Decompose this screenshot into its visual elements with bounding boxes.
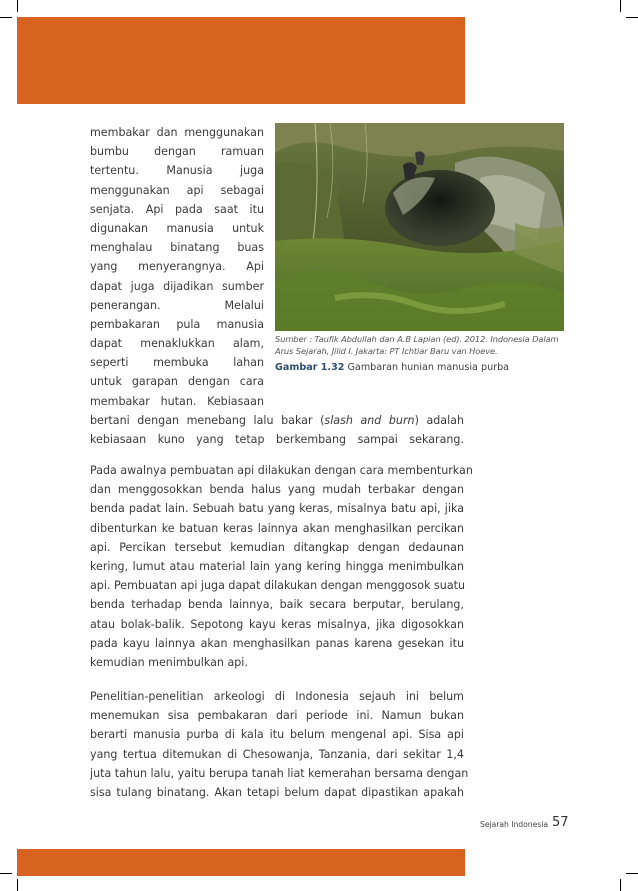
text-line: membakar hutan. Kebiasaan <box>90 394 264 408</box>
text-line: dibenturkan ke batuan keras lainnya akan menghasilkan percikan <box>90 521 464 535</box>
text-line: Penelitian-penelitian arkeologi di Indonesia sejauh ini belum <box>90 690 464 703</box>
paragraph-1 <box>90 411 464 449</box>
text-line: kemudian menimbulkan api. <box>90 655 248 669</box>
text-line: bumbu dengan ramuan <box>90 145 264 159</box>
crop-mark-bottom-right-h <box>626 873 638 874</box>
italic-term: slash and burn <box>324 414 415 427</box>
figure-caption <box>275 361 565 374</box>
crop-mark-bottom-left-v <box>17 879 18 891</box>
text-line: api. Percikan tersebut kemudian ditangkap dengan dedaunan <box>90 540 464 554</box>
text-line: untuk garapan dengan cara <box>90 375 264 389</box>
text-line: membakar dan menggunakan <box>90 126 264 139</box>
text-line: menghalau binatang buas <box>90 241 264 255</box>
text-line: dapat menaklukkan alam, <box>90 337 264 351</box>
text-line: dapat juga dijadikan sumber <box>90 279 264 293</box>
crop-mark-bottom-right-v <box>620 879 621 891</box>
crop-mark-top-left-h <box>0 17 12 18</box>
figure-source-caption: Sumber : Taufik Abdullah dan A.B Lapian (ed). 2012. Indonesia Dalam Arus Sejarah, Jilid I. Jakarta: PT Ichtiar Baru van Hoeve. <box>275 334 559 356</box>
text-line: berarti manusia purba di kala itu belum mengenal api. Sisa api <box>90 728 464 742</box>
text-line: juta tahun lalu, yaitu berupa tanah liat kemerahan bersama dengan <box>90 766 469 780</box>
text-line: penerangan. Melalui <box>90 298 264 312</box>
text-line: digunakan manusia untuk <box>90 221 264 235</box>
text-line: bertani dengan menebang lalu bakar (slash and burn) adalah <box>90 414 465 427</box>
crop-mark-top-right-v <box>620 0 621 12</box>
text-line: pada kayu lainnya akan menghasilkan panas karena gesekan itu <box>90 636 464 650</box>
figure-title: Gambaran hunian manusia purba <box>347 362 510 373</box>
text-line: Pada awalnya pembuatan api dilakukan dengan cara membenturkan <box>90 464 473 477</box>
text-line: kering, lumut atau material lain yang kering hingga menimbulkan <box>90 559 464 573</box>
text-line: seperti membuka lahan <box>90 356 264 370</box>
paragraph-3 <box>90 687 469 802</box>
crop-mark-top-left-v <box>17 0 18 12</box>
cave-dwelling-photo <box>275 123 564 331</box>
figure-number: Gambar 1.32 <box>275 362 345 373</box>
text-line: menemukan sisa pembakaran dari periode ini. Namun bukan <box>90 709 464 723</box>
paragraph-2 <box>90 461 473 672</box>
text-line: atau bolak-balik. Sepotong kayu keras misalnya, jika digosokkan <box>90 617 464 631</box>
text-line: sisa tulang binatang. Akan tetapi belum dapat dipastikan apakah <box>90 785 464 799</box>
crop-mark-top-right-h <box>626 17 638 18</box>
narrow-text-column <box>90 123 264 411</box>
text-line: yang tertua ditemukan di Chesowanja, Tanzania, dari sekitar 1,4 <box>90 747 464 761</box>
footer-accent-band <box>17 849 465 876</box>
text-line: senjata. Api pada saat itu <box>90 202 264 216</box>
text-line: tertentu. Manusia juga <box>90 164 264 178</box>
text-line: benda padat lain. Sebuah batu yang keras, misalnya batu api, jika <box>90 502 464 516</box>
text-line: dan menggosokkan benda halus yang mudah terbakar dengan <box>90 483 464 497</box>
footer-book-title: Sejarah Indonesia <box>480 820 548 829</box>
header-accent-band <box>17 17 465 104</box>
text-line: api. Pembuatan api juga dapat dilakukan dengan menggosok suatu <box>90 579 466 593</box>
text-line: yang menyerangnya. Api <box>90 260 264 274</box>
text-line: pembakaran pula manusia <box>90 317 264 331</box>
page-number: 57 <box>552 815 569 830</box>
text-line: benda terhadap benda lainnya, baik secara berputar, berulang, <box>90 598 464 612</box>
text-line: menggunakan api sebagai <box>90 183 264 197</box>
text-line: kebiasaan kuno yang tetap berkembang sampai sekarang. <box>90 433 464 447</box>
crop-mark-bottom-left-h <box>0 873 12 874</box>
cave-photo-illustration <box>275 123 564 331</box>
